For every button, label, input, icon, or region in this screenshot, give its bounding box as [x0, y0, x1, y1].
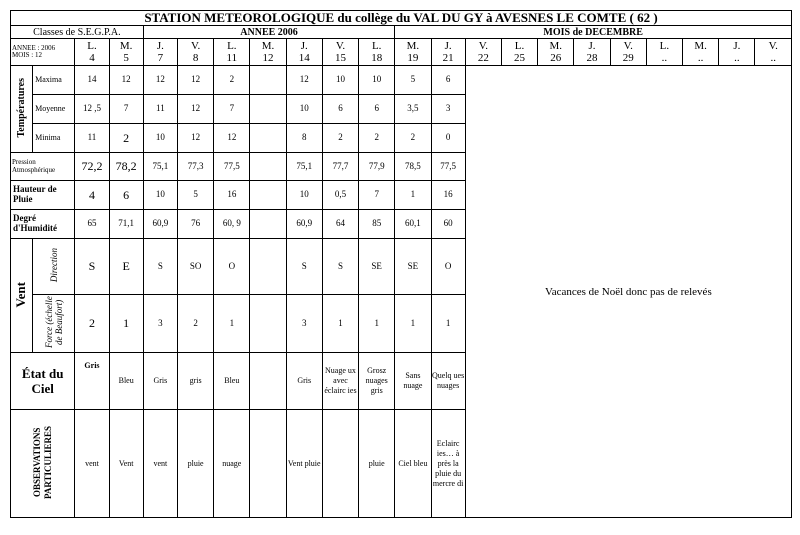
observations-cell: vent: [143, 410, 177, 518]
minima-cell: 0: [431, 124, 465, 153]
day-weekday: M.: [694, 40, 707, 53]
humidite-cell: 85: [359, 210, 395, 239]
day-weekday: J.: [588, 40, 596, 53]
pression-cell: 77,5: [214, 153, 250, 181]
day-header: [574, 39, 610, 66]
day-number: 4: [89, 52, 95, 65]
pression-label: Pression Atmosphérique: [11, 153, 75, 181]
force-cell: 2: [75, 295, 109, 353]
force-cell: 2: [177, 295, 213, 353]
hauteur-cell: 5: [177, 181, 213, 210]
direction-cell: [250, 239, 286, 295]
pression-cell: [250, 153, 286, 181]
direction-cell: S: [143, 239, 177, 295]
minima-cell: 12: [177, 124, 213, 153]
maxima-cell: 2: [214, 66, 250, 95]
force-label: Force (échelle de Beaufort): [33, 295, 75, 353]
day-header: [501, 39, 537, 66]
minima-cell: 10: [143, 124, 177, 153]
weather-table: [10, 10, 792, 518]
day-header: [322, 39, 358, 66]
etat-cell: Bleu: [109, 353, 143, 410]
day-weekday: M.: [406, 40, 420, 53]
day-number: 12: [262, 52, 274, 65]
day-header: [143, 39, 177, 66]
day-weekday: V.: [768, 40, 778, 53]
minima-cell: 2: [395, 124, 431, 153]
force-cell: 1: [395, 295, 431, 353]
observations-cell: nuage: [214, 410, 250, 518]
day-number: ..: [697, 52, 704, 65]
observations-cell: Vent pluie: [286, 410, 322, 518]
humidite-cell: 60,9: [143, 210, 177, 239]
humidite-cell: 60,9: [286, 210, 322, 239]
etat-cell: Gris: [143, 353, 177, 410]
humidite-cell: 64: [322, 210, 358, 239]
minima-cell: [250, 124, 286, 153]
day-number: 25: [514, 52, 526, 65]
day-number: 26: [550, 52, 562, 65]
day-number: 15: [334, 52, 346, 65]
day-number: ..: [734, 52, 740, 65]
humidite-cell: 71,1: [109, 210, 143, 239]
pression-cell: 77,7: [322, 153, 358, 181]
etat-cell: gris: [177, 353, 213, 410]
direction-cell: S: [322, 239, 358, 295]
observations-cell: [250, 410, 286, 518]
page-title: STATION METEOROLOGIQUE du collège du VAL DU GY à AVESNES LE COMTE ( 62 ): [11, 11, 792, 26]
moyenne-cell: 7: [109, 95, 143, 124]
minima-cell: 2: [359, 124, 395, 153]
day-weekday: L.: [659, 40, 670, 53]
vacances-note: Vacances de Noël donc pas de relevés: [465, 66, 791, 518]
moyenne-label: Moyenne: [33, 95, 75, 124]
day-header: [177, 39, 213, 66]
moyenne-cell: 6: [322, 95, 358, 124]
etat-cell: [250, 353, 286, 410]
maxima-cell: 10: [359, 66, 395, 95]
vent-label: Vent: [11, 239, 33, 353]
corner-label: [11, 39, 75, 66]
hauteur-label: Hauteur de Pluie: [11, 181, 75, 210]
etat-cell: Nuage ux avec éclairc ies: [322, 353, 358, 410]
maxima-cell: 10: [322, 66, 358, 95]
classes-label: Classes de S.E.G.P.A.: [11, 26, 144, 39]
day-weekday: M.: [549, 40, 563, 53]
day-number: ..: [661, 52, 668, 65]
pression-cell: 78,5: [395, 153, 431, 181]
humidite-cell: 60: [431, 210, 465, 239]
etat-cell: Gris: [75, 353, 109, 410]
direction-cell: S: [75, 239, 109, 295]
maxima-cell: 12: [177, 66, 213, 95]
moyenne-cell: 12 ,5: [75, 95, 109, 124]
etat-cell: Quelq ues nuages: [431, 353, 465, 410]
moyenne-cell: 3: [431, 95, 465, 124]
day-header: [431, 39, 465, 66]
day-weekday: L.: [371, 40, 382, 53]
minima-cell: 8: [286, 124, 322, 153]
maxima-cell: 5: [395, 66, 431, 95]
direction-cell: SE: [395, 239, 431, 295]
force-cell: 1: [431, 295, 465, 353]
hauteur-cell: [250, 181, 286, 210]
pression-cell: 77,3: [177, 153, 213, 181]
minima-cell: 12: [214, 124, 250, 153]
moyenne-cell: 11: [143, 95, 177, 124]
day-header: [286, 39, 322, 66]
observations-label: OBSERVATIONS PARTICULIERES: [11, 410, 75, 518]
observations-cell: Vent: [109, 410, 143, 518]
hauteur-cell: 7: [359, 181, 395, 210]
force-cell: 1: [214, 295, 250, 353]
pression-cell: 75,1: [286, 153, 322, 181]
force-cell: 3: [286, 295, 322, 353]
hauteur-cell: 4: [75, 181, 109, 210]
day-weekday: J.: [300, 40, 308, 53]
moyenne-cell: 3,5: [395, 95, 431, 124]
day-weekday: V.: [335, 40, 346, 53]
force-cell: [250, 295, 286, 353]
day-weekday: M.: [119, 40, 133, 53]
day-header: [610, 39, 646, 66]
maxima-cell: 6: [431, 66, 465, 95]
minima-cell: 11: [75, 124, 109, 153]
observations-cell: Ciel bleu: [395, 410, 431, 518]
force-cell: 1: [359, 295, 395, 353]
observations-cell: vent: [75, 410, 109, 518]
day-weekday: L.: [514, 40, 525, 53]
day-header: [359, 39, 395, 66]
force-cell: 3: [143, 295, 177, 353]
day-weekday: V.: [623, 40, 633, 53]
humidite-cell: 60, 9: [214, 210, 250, 239]
pression-cell: 75,1: [143, 153, 177, 181]
mois-header: MOIS de DECEMBRE: [395, 26, 792, 39]
observations-cell: [322, 410, 358, 518]
maxima-cell: 12: [143, 66, 177, 95]
hauteur-cell: 10: [143, 181, 177, 210]
direction-cell: S: [286, 239, 322, 295]
maxima-label: Maxima: [33, 66, 75, 95]
maxima-cell: 14: [75, 66, 109, 95]
minima-label: Minima: [33, 124, 75, 153]
humidite-cell: 60,1: [395, 210, 431, 239]
day-header: [755, 39, 792, 66]
hauteur-cell: 1: [395, 181, 431, 210]
etat-cell: Bleu: [214, 353, 250, 410]
moyenne-cell: 10: [286, 95, 322, 124]
day-number: 7: [157, 52, 164, 65]
observations-cell: Eclairc ies… à près la pluie du mercre di: [431, 410, 465, 518]
annee-header: ANNEE 2006: [143, 26, 395, 39]
hauteur-cell: 16: [214, 181, 250, 210]
day-header: [683, 39, 719, 66]
day-number: 22: [477, 52, 489, 65]
corner-mois: MOIS : 12: [12, 51, 42, 60]
direction-label: Direction: [33, 239, 75, 295]
moyenne-cell: [250, 95, 286, 124]
etat-label: État du Ciel: [11, 353, 75, 410]
day-number: 11: [226, 52, 238, 65]
maxima-cell: 12: [286, 66, 322, 95]
day-header: [214, 39, 250, 66]
direction-cell: O: [431, 239, 465, 295]
day-number: 19: [407, 52, 419, 65]
moyenne-cell: 12: [177, 95, 213, 124]
minima-cell: 2: [109, 124, 143, 153]
hauteur-cell: 6: [109, 181, 143, 210]
day-weekday: J.: [156, 40, 164, 53]
maxima-cell: [250, 66, 286, 95]
humidite-label: Degré d'Humidité: [11, 210, 75, 239]
pression-cell: 72,2: [75, 153, 109, 181]
day-header: [538, 39, 574, 66]
direction-cell: SE: [359, 239, 395, 295]
maxima-cell: 12: [109, 66, 143, 95]
day-number: 8: [192, 52, 199, 65]
day-weekday: J.: [444, 40, 452, 53]
humidite-cell: 65: [75, 210, 109, 239]
etat-cell: Gris: [286, 353, 322, 410]
etat-cell: Sans nuage: [395, 353, 431, 410]
corner-annee: ANNEE : 2006: [12, 43, 56, 52]
day-number: ..: [770, 52, 776, 65]
temperatures-label: Températures: [11, 66, 33, 153]
day-weekday: L.: [227, 40, 237, 53]
day-weekday: V.: [190, 40, 201, 53]
hauteur-cell: 10: [286, 181, 322, 210]
day-number: 28: [586, 52, 598, 65]
observations-cell: pluie: [177, 410, 213, 518]
direction-cell: E: [109, 239, 143, 295]
day-header: [465, 39, 501, 66]
day-header: [250, 39, 286, 66]
pression-cell: 77,5: [431, 153, 465, 181]
day-header: [646, 39, 682, 66]
pression-cell: 78,2: [109, 153, 143, 181]
pression-cell: 77,9: [359, 153, 395, 181]
day-weekday: V.: [478, 40, 488, 53]
day-number: 14: [298, 52, 310, 65]
hauteur-cell: 0,5: [322, 181, 358, 210]
etat-cell: Grosz nuages gris: [359, 353, 395, 410]
moyenne-cell: 7: [214, 95, 250, 124]
hauteur-cell: 16: [431, 181, 465, 210]
direction-cell: O: [214, 239, 250, 295]
force-cell: 1: [322, 295, 358, 353]
day-number: 5: [123, 52, 129, 65]
force-cell: 1: [109, 295, 143, 353]
observations-cell: pluie: [359, 410, 395, 518]
day-header: [75, 39, 109, 66]
humidite-cell: 76: [177, 210, 213, 239]
day-weekday: J.: [733, 40, 741, 53]
direction-cell: SO: [177, 239, 213, 295]
day-number: 21: [442, 52, 454, 65]
minima-cell: 2: [322, 124, 358, 153]
day-header: [719, 39, 755, 66]
day-header: [109, 39, 143, 66]
moyenne-cell: 6: [359, 95, 395, 124]
day-weekday: M.: [261, 40, 275, 53]
day-number: 29: [622, 52, 634, 65]
day-number: 18: [371, 52, 383, 65]
weather-log-sheet: [10, 10, 792, 525]
day-header: [395, 39, 431, 66]
day-weekday: L.: [87, 40, 97, 53]
humidite-cell: [250, 210, 286, 239]
